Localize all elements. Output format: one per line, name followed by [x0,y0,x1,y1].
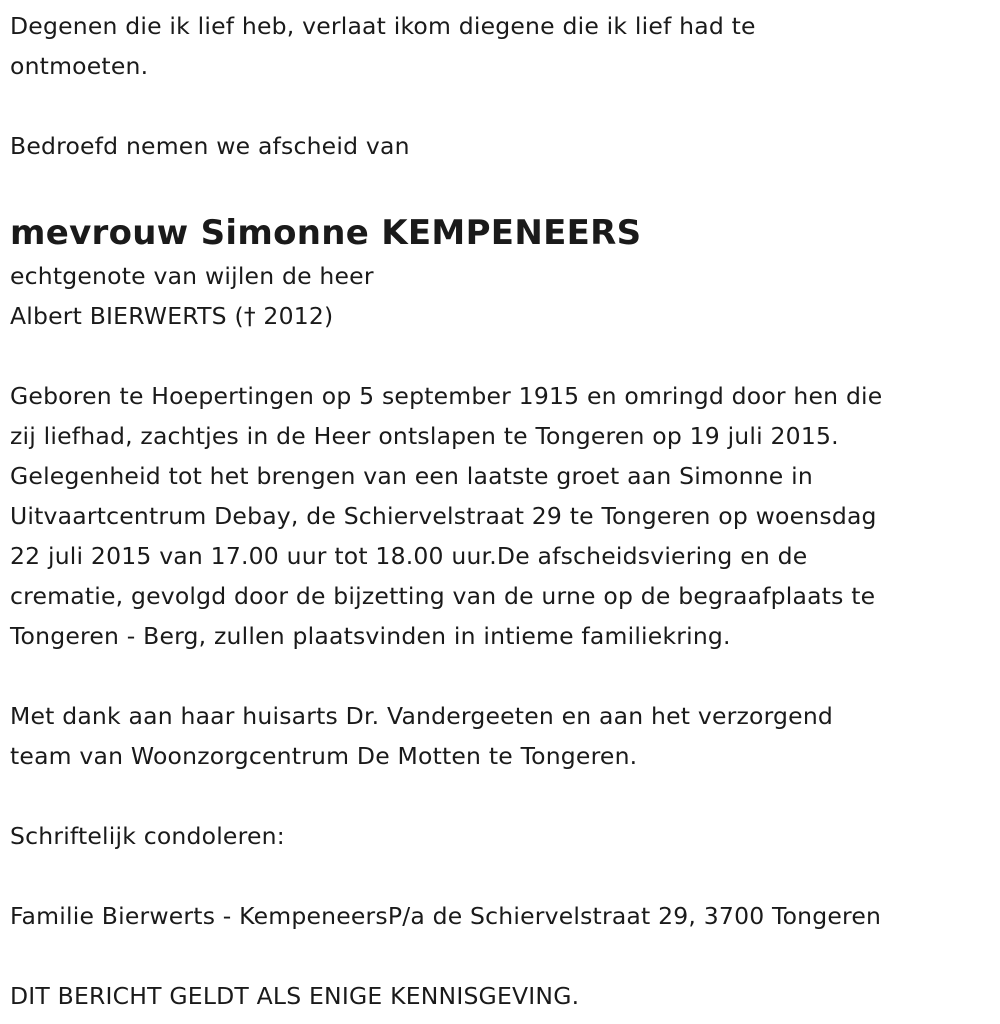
spacer [10,656,995,696]
details-line: Uitvaartcentrum Debay, de Schiervelstraat 29 te Tongeren op woensdag [10,502,877,530]
intro-quote [10,6,995,86]
announcement-text: Bedroefd nemen we afscheid van [10,132,410,160]
condolences-address: Familie Bierwerts - KempeneersP/a de Schiervelstraat 29, 3700 Tongeren [10,902,882,930]
intro-line-1: Degenen die ik lief heb, verlaat ikom diegene die ik lief had te [10,12,756,40]
spouse-line-1: echtgenote van wijlen de heer [10,262,374,290]
details-line: zij liefhad, zachtjes in de Heer ontslapen te Tongeren op 19 juli 2015. [10,422,839,450]
thanks-paragraph [10,696,995,776]
thanks-line-2: team van Woonzorgcentrum De Motten te Tongeren. [10,742,638,770]
spacer [10,166,995,210]
spacer [10,86,995,126]
condolences-label: Schriftelijk condoleren: [10,822,285,850]
spacer [10,336,995,376]
thanks-line-1: Met dank aan haar huisarts Dr. Vandergeeten en aan het verzorgend [10,702,834,730]
details-line: Tongeren - Berg, zullen plaatsvinden in intieme familiekring. [10,622,731,650]
deceased-name: mevrouw Simonne KEMPENEERS [10,213,642,253]
spacer [10,856,995,896]
spouse-line-2: Albert BIERWERTS († 2012) [10,302,334,330]
details-line: crematie, gevolgd door de bijzetting van de urne op de begraafplaats te [10,582,876,610]
intro-line-2: ontmoeten. [10,52,149,80]
details-paragraph [10,376,995,656]
details-line: 22 juli 2015 van 17.00 uur tot 18.00 uur.De afscheidsviering en de [10,542,808,570]
details-line: Geboren te Hoepertingen op 5 september 1915 en omringd door hen die [10,382,883,410]
notice-text: DIT BERICHT GELDT ALS ENIGE KENNISGEVING. [10,982,580,1010]
obituary-notice [10,6,995,1016]
spacer [10,776,995,816]
spouse-info [10,256,995,336]
spacer [10,936,995,976]
details-line: Gelegenheid tot het brengen van een laatste groet aan Simonne in [10,462,813,490]
